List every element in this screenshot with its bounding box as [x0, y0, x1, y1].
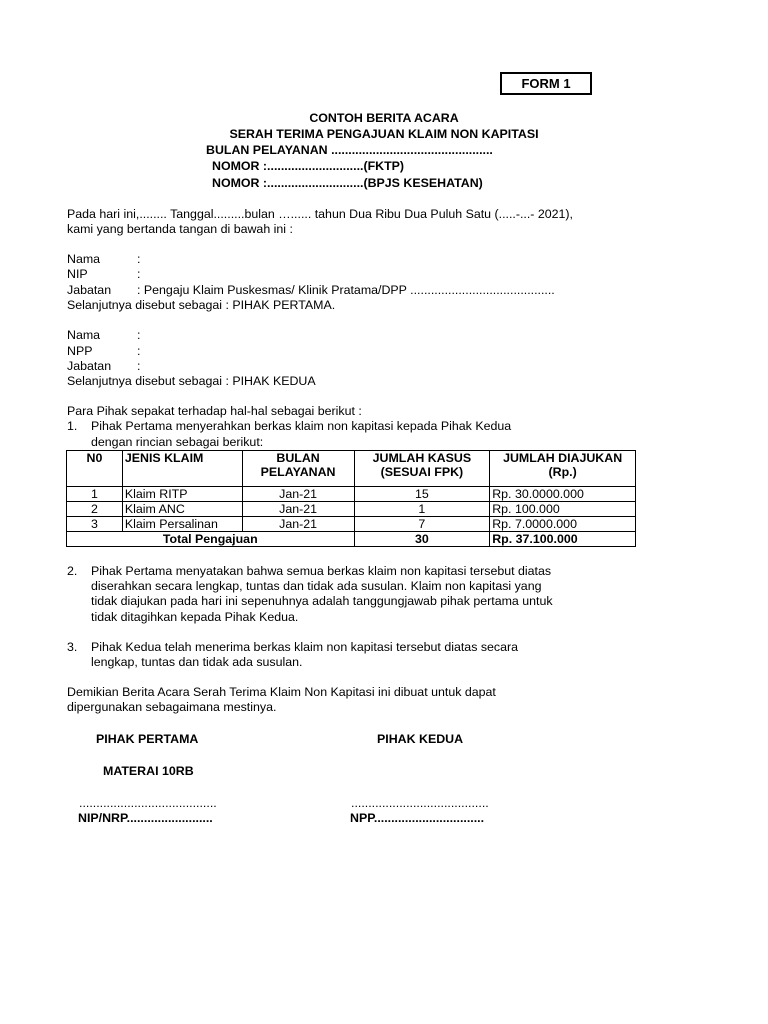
- field-value: :: [137, 267, 141, 281]
- cell-nilai: Rp. 100.000: [490, 502, 636, 517]
- field-label: Nama: [67, 328, 101, 342]
- item3-number: 3.: [67, 640, 78, 654]
- intro-line-2: kami yang bertanda tangan di bawah ini :: [67, 222, 293, 236]
- header-jumlah-kasus: JUMLAH KASUS (SESUAI FPK): [354, 451, 490, 487]
- party2-nama: [67, 328, 140, 343]
- doc-title-1: CONTOH BERITA ACARA: [309, 111, 459, 125]
- item2-line-3: tidak diajukan pada hari ini sepenuhnya adalah tanggungjawab pihak pertama untuk: [91, 594, 553, 608]
- header-no: N0: [67, 451, 123, 487]
- signature-left-id: NIP/NRP.........................: [78, 811, 213, 825]
- intro-line-1: Pada hari ini,........ Tanggal.........bulan …...... tahun Dua Ribu Dua Puluh Satu (.....-...- 2021),: [67, 207, 573, 221]
- party1-closing: Selanjutnya disebut sebagai : PIHAK PERTAMA.: [67, 298, 336, 312]
- signature-left-title: PIHAK PERTAMA: [96, 732, 199, 746]
- cell-kasus: 1: [354, 502, 490, 517]
- agreement-intro: Para Pihak sepakat terhadap hal-hal sebagai berikut :: [67, 404, 362, 418]
- cell-nilai: Rp. 7.0000.000: [490, 517, 636, 532]
- item2-number: 2.: [67, 564, 78, 578]
- header-jenis: JENIS KLAIM: [122, 451, 242, 487]
- header-bulan: BULAN PELAYANAN: [242, 451, 354, 487]
- cell-bulan: Jan-21: [242, 502, 354, 517]
- cell-no: 1: [67, 487, 123, 502]
- table-total-row: [67, 532, 636, 547]
- closing-line-2: dipergunakan sebagaimana mestinya.: [67, 700, 277, 714]
- cell-bulan: Jan-21: [242, 517, 354, 532]
- party2-jabatan: [67, 359, 140, 374]
- cell-total-nilai: Rp. 37.100.000: [490, 532, 636, 547]
- doc-title-bulan: BULAN PELAYANAN ...............................................: [206, 143, 493, 157]
- field-value: :: [137, 328, 141, 342]
- item3-line-2: lengkap, tuntas dan tidak ada susulan.: [91, 655, 303, 669]
- cell-bulan: Jan-21: [242, 487, 354, 502]
- header-jumlah-diajukan: JUMLAH DIAJUKAN (Rp.): [490, 451, 636, 487]
- table-row: [67, 517, 636, 532]
- cell-jenis: Klaim Persalinan: [122, 517, 242, 532]
- signature-left-line: ........................................: [79, 796, 217, 810]
- party2-npp: [67, 344, 140, 359]
- table-row: [67, 487, 636, 502]
- signature-right-title: PIHAK KEDUA: [377, 732, 464, 746]
- cell-kasus: 15: [354, 487, 490, 502]
- table-row: [67, 502, 636, 517]
- item3-line-1: Pihak Kedua telah menerima berkas klaim non kapitasi tersebut diatas secara: [91, 640, 519, 654]
- claims-table: [66, 450, 636, 547]
- doc-title-nomor-fktp: NOMOR :............................(FKTP): [212, 159, 405, 173]
- cell-kasus: 7: [354, 517, 490, 532]
- doc-title-nomor-bpjs: NOMOR :............................(BPJS KESEHATAN): [212, 176, 483, 190]
- party2-closing: Selanjutnya disebut sebagai : PIHAK KEDUA: [67, 374, 316, 388]
- form-label: FORM 1: [500, 72, 592, 95]
- cell-jenis: Klaim ANC: [122, 502, 242, 517]
- cell-nilai: Rp. 30.0000.000: [490, 487, 636, 502]
- field-label: NPP: [67, 344, 93, 358]
- party1-nama: [67, 252, 140, 267]
- cell-total-kasus: 30: [354, 532, 490, 547]
- field-label: NIP: [67, 267, 88, 281]
- item2-line-4: tidak ditagihkan kepada Pihak Kedua.: [91, 610, 299, 624]
- field-label: Jabatan: [67, 283, 112, 297]
- doc-title-2: SERAH TERIMA PENGAJUAN KLAIM NON KAPITASI: [229, 127, 539, 141]
- item1-line-1: Pihak Pertama menyerahkan berkas klaim non kapitasi kepada Pihak Kedua: [91, 419, 512, 433]
- cell-jenis: Klaim RITP: [122, 487, 242, 502]
- signature-right-id: NPP................................: [350, 811, 485, 825]
- field-label: Nama: [67, 252, 101, 266]
- party1-nip: [67, 267, 140, 282]
- field-value: :: [137, 252, 141, 266]
- closing-line-1: Demikian Berita Acara Serah Terima Klaim Non Kapitasi ini dibuat untuk dapat: [67, 685, 496, 699]
- item2-line-1: Pihak Pertama menyatakan bahwa semua berkas klaim non kapitasi tersebut diatas: [91, 564, 552, 578]
- item2-line-2: diserahkan secara lengkap, tuntas dan tidak ada susulan. Klaim non kapitasi yang: [91, 579, 542, 593]
- field-label: Jabatan: [67, 359, 112, 373]
- party1-jabatan: [67, 283, 555, 298]
- materai-label: MATERAI 10RB: [103, 764, 194, 778]
- table-header-row: [67, 451, 636, 487]
- cell-no: 3: [67, 517, 123, 532]
- field-value: : Pengaju Klaim Puskesmas/ Klinik Pratama/DPP ..........................................: [137, 283, 555, 297]
- item1-number: 1.: [67, 419, 78, 433]
- item1-line-2: dengan rincian sebagai berikut:: [91, 435, 264, 449]
- field-value: :: [137, 359, 141, 373]
- cell-no: 2: [67, 502, 123, 517]
- cell-total-label: Total Pengajuan: [67, 532, 355, 547]
- signature-right-line: ........................................: [351, 796, 489, 810]
- field-value: :: [137, 344, 141, 358]
